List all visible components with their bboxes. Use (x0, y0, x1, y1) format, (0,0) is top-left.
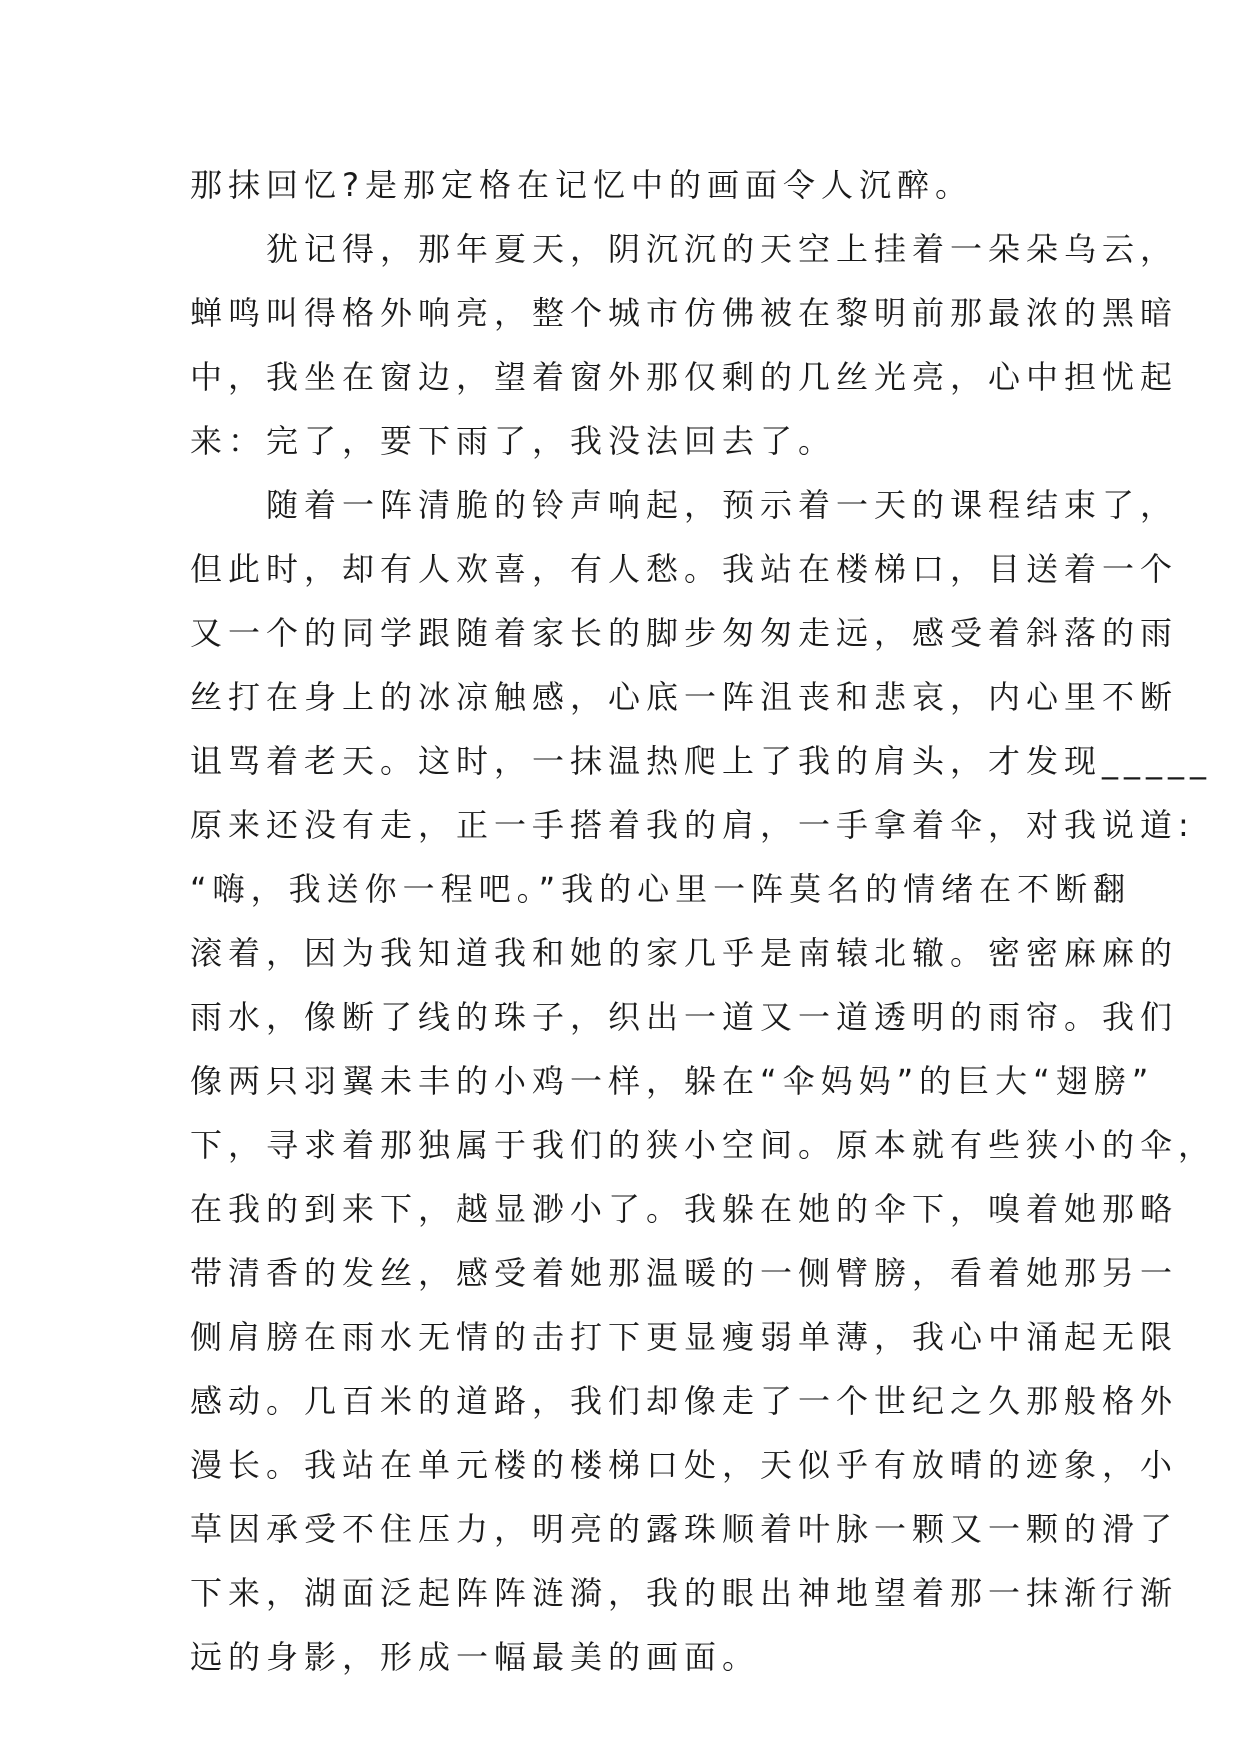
text-line: 带清香的发丝，感受着她那温暖的一侧臂膀，看着她那另一 (190, 1254, 1179, 1292)
text-line: 但此时，却有人欢喜，有人愁。我站在楼梯口，目送着一个 (190, 550, 1179, 588)
text-line: 随着一阵清脆的铃声响起，预示着一天的课程结束了， (190, 486, 1179, 524)
text-line: 那抹回忆?是那定格在记忆中的画面令人沉醉。 (190, 166, 973, 204)
essay-body (190, 153, 1217, 1689)
paragraph-3 (190, 473, 1217, 1689)
text-line: 下来，湖面泛起阵阵涟漪，我的眼出神地望着那一抹渐行渐 (190, 1574, 1179, 1612)
text-line: 草因承受不住压力，明亮的露珠顺着叶脉一颗又一颗的滑了 (190, 1510, 1179, 1548)
text-line: 侧肩膀在雨水无情的击打下更显瘦弱单薄，我心中涌起无限 (190, 1318, 1179, 1356)
paragraph-2 (190, 217, 1179, 473)
text-line: 像两只羽翼未丰的小鸡一样，躲在“伞妈妈”的巨大“翅膀” (190, 1062, 1155, 1100)
text-line: 原来还没有走，正一手搭着我的肩，一手拿着伞，对我说道: (190, 806, 1195, 844)
text-line: 雨水，像断了线的珠子，织出一道又一道透明的雨帘。我们 (190, 998, 1179, 1036)
text-line: 在我的到来下，越显渺小了。我躲在她的伞下，嗅着她那略 (190, 1190, 1179, 1228)
text-line: 来：完了，要下雨了，我没法回去了。 (190, 422, 837, 460)
paragraph-1 (190, 153, 1090, 217)
text-line: 漫长。我站在单元楼的楼梯口处，天似乎有放晴的迹象，小 (190, 1446, 1179, 1484)
text-line: 丝打在身上的冰凉触感，心底一阵沮丧和悲哀，内心里不断 (190, 678, 1179, 716)
text-line: 又一个的同学跟随着家长的脚步匆匆走远，感受着斜落的雨 (190, 614, 1179, 652)
text-line: 诅骂着老天。这时，一抹温热爬上了我的肩头，才发现_____ (190, 742, 1213, 780)
text-line: 远的身影，形成一幅最美的画面。 (190, 1638, 761, 1676)
text-line: 蝉鸣叫得格外响亮，整个城市仿佛被在黎明前那最浓的黑暗 (190, 294, 1179, 332)
text-line: 感动。几百米的道路，我们却像走了一个世纪之久那般格外 (190, 1382, 1179, 1420)
text-line: 犹记得，那年夏天，阴沉沉的天空上挂着一朵朵乌云， (190, 230, 1179, 268)
text-line: 滚着，因为我知道我和她的家几乎是南辕北辙。密密麻麻的 (190, 934, 1179, 972)
text-line: 下，寻求着那独属于我们的狭小空间。原本就有些狭小的伞， (190, 1126, 1217, 1164)
text-line: 中，我坐在窗边，望着窗外那仅剩的几丝光亮，心中担忧起 (190, 358, 1179, 396)
text-line: “嗨，我送你一程吧。”我的心里一阵莫名的情绪在不断翻 (190, 870, 1132, 908)
